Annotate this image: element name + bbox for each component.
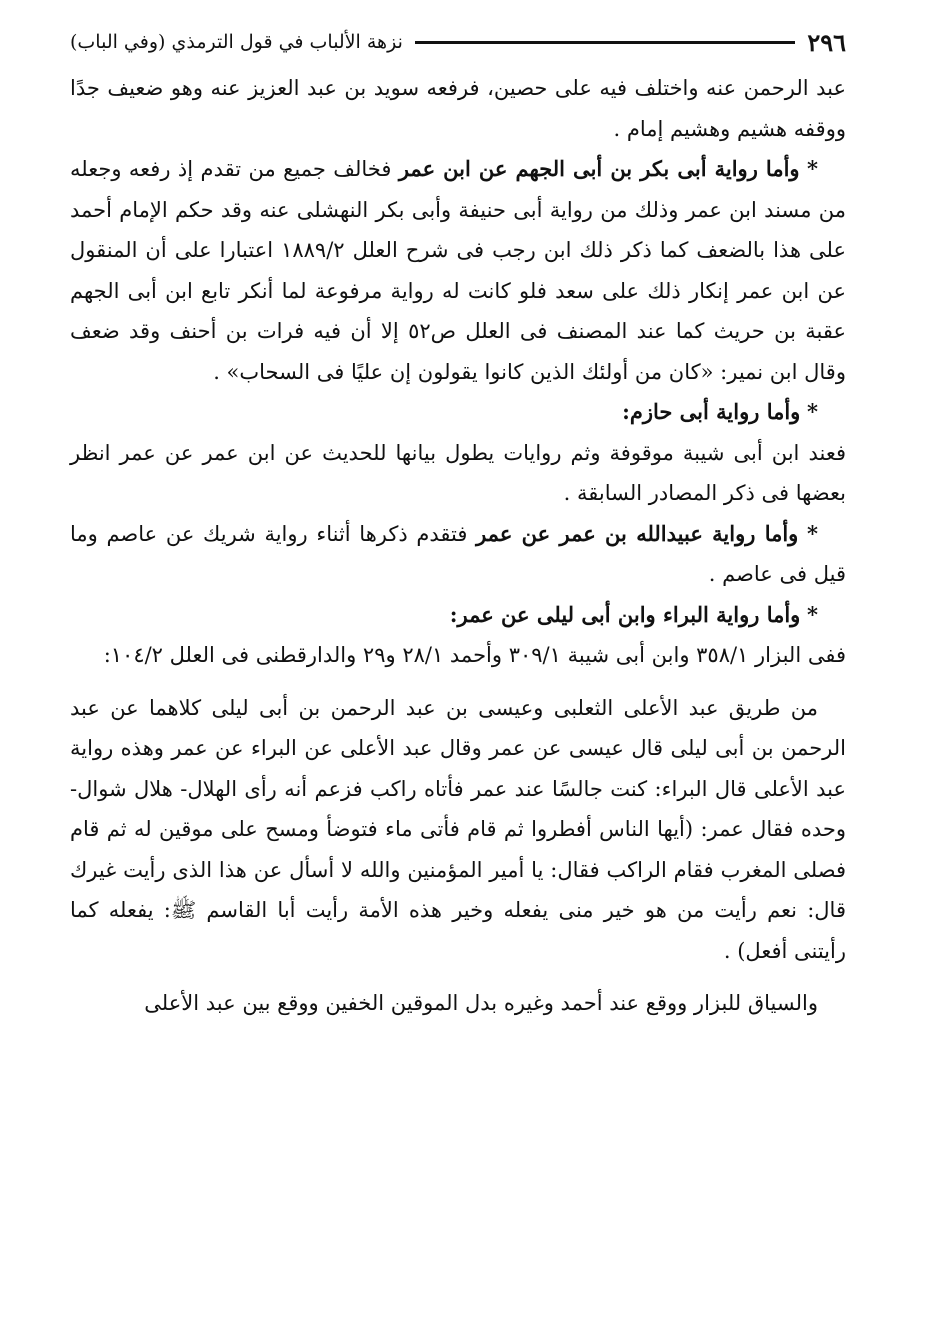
section-heading bbox=[70, 595, 846, 636]
document-page bbox=[70, 22, 846, 1024]
section-heading bbox=[70, 392, 846, 433]
section-heading-text: وأما رواية البراء وابن أبى ليلى عن عمر: bbox=[449, 601, 801, 627]
asterisk-marker: * bbox=[807, 520, 818, 546]
paragraph: فعند ابن أبى شيبة موقوفة وثم روايات يطول بيانها للحديث عن ابن عمر عن عمر انظر بعضها فى ذكر المصادر السابقة . bbox=[70, 440, 846, 505]
paragraph-text: فخالف جميع من تقدم إذ رفعه وجعله من مسند ابن عمر وذلك من رواية أبى حنيفة وأبى بكر النهشلى عنه وقد حكم الإمام أحمد على هذا بالضعف كما ذكر ذلك ابن رجب فى شرح العلل ١٨٨٩/٢ اعتبارا على أن المنقول عن ابن عمر إنكار ذلك على سعد فلو كانت له رواية مرفوعة لما أنكر تابع ابن أبى الجهم عقبة بن حريث كما عند المصنف فى العلل ص٥٢ إلا أن فيه فرات بن أحنف وقد ضعف وقال ابن نمير: «كان من أولئك الذين كانوا يقولون إن عليًا فى السحاب» . bbox=[70, 157, 847, 384]
running-title: نزهة الألباب في قول الترمذي (وفي الباب) bbox=[70, 31, 403, 53]
paragraph-text: فتقدم ذكرها أثناء رواية شريك عن عاصم وما قيل فى عاصم . bbox=[70, 521, 846, 586]
paragraph: ففى البزار ٣٥٨/١ وابن أبى شيبة ٣٠٩/١ وأحمد ٢٨/١ و٢٩ والدارقطنى فى العلل ١٠٤/٢: bbox=[103, 643, 846, 667]
section-heading-text: وأما رواية أبى حازم: bbox=[622, 399, 801, 424]
page-body bbox=[70, 68, 846, 1024]
paragraph bbox=[70, 149, 846, 392]
asterisk-marker: * bbox=[807, 601, 818, 627]
bold-lead-phrase: وأما رواية عبيدالله بن عمر عن عمر bbox=[476, 520, 799, 546]
asterisk-marker: * bbox=[807, 156, 818, 181]
bold-lead-phrase: وأما رواية أبى بكر بن أبى الجهم عن ابن عمر bbox=[398, 156, 800, 181]
paragraph bbox=[70, 514, 846, 595]
page-number: ٢٩٦ bbox=[807, 27, 846, 57]
paragraph: والسياق للبزار ووقع عند أحمد وغيره بدل الموقين الخفين ووقع بين عبد الأعلى bbox=[144, 991, 818, 1015]
header-rule bbox=[415, 41, 795, 44]
asterisk-marker: * bbox=[807, 399, 818, 424]
paragraph: عبد الرحمن عنه واختلف فيه على حصين، فرفعه سويد بن عبد العزيز عنه وهو ضعيف جدًا ووقفه هشيم وهشيم إمام . bbox=[70, 76, 846, 141]
paragraph: من طريق عبد الأعلى الثعلبى وعيسى بن عبد الرحمن بن أبى ليلى كلاهما عن عبد الرحمن بن أبى ليلى قال عيسى عن عمر وقال عبد الأعلى عن البراء عن عمر وهذه رواية عبد الأعلى قال البراء: كنت جالسًا عند عمر فأتاه راكب فزعم أنه رأى الهلال- هلال شوال- وحده فقال عمر: (أيها الناس أفطروا ثم قام فأتى ماء فتوضأ ومسح على موقين له ثم قام فصلى المغرب فقام الراكب فقال: يا أمير المؤمنين والله لا أسأل عن هذا الذى رأيت غيرك قال: نعم رأيت من هو خير منى يفعله وخير هذه الأمة رأيت أبا القاسم ﷺ: يفعله كما رأيتنى أفعل) . bbox=[70, 695, 847, 963]
running-header bbox=[70, 22, 846, 62]
